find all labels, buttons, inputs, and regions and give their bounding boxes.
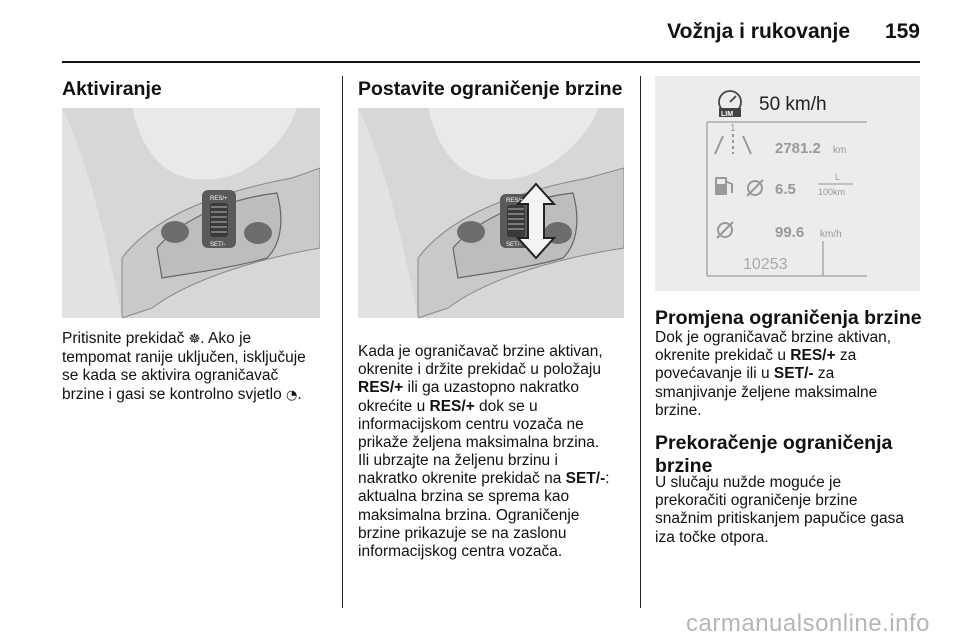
- cons-unit-top: L: [835, 172, 841, 182]
- set-minus-label-2: SET/-: [506, 242, 522, 248]
- activation-paragraph: Pritisnite prekidač ☸. Ako je tempomat ranije uključen, isključuje se kada se aktivira ograničavač brzine i gasi se kontrolno svjetlo ◔.: [62, 330, 306, 403]
- set-limit-paragraph-1: Kada je ograničavač brzine aktivan, okrenite i držite prekidač u položaju RES/+ ili ga uzastopno nakratko okrećite u RES/+ dok se u informacijskom centru vozača ne prikaže željena maksimalna brzina.: [358, 343, 603, 452]
- page-number: 159: [884, 20, 920, 43]
- steering-wheel-figure-1: [62, 108, 320, 318]
- header-title: Vožnja i rukovanje: [667, 20, 850, 43]
- heading-exceed-limit: Prekoračenje ograničenja brzine: [655, 432, 893, 477]
- header-rule: [62, 61, 920, 63]
- driver-info-display: [655, 76, 920, 291]
- watermark: carmanualsonline.info: [686, 610, 930, 637]
- speed-limiter-icon: ☸: [188, 332, 201, 347]
- heading-activation: Aktiviranje: [62, 78, 162, 100]
- steering-wheel-arrows-illustration: [358, 108, 624, 318]
- gear-number: 1: [730, 123, 736, 134]
- set-limit-paragraph-2: Ili ubrzajte na željenu brzinu i nakratko okrenite prekidač na SET/-: aktualna brzina se sprema kao maksimalna brzina. Ograničenje brzine prikazuje se na zaslonu informacijskog centra vozača.: [358, 452, 610, 561]
- heading-change-limit: Promjena ograničenja brzine: [655, 307, 922, 329]
- speed-limit-value: 50 km/h: [759, 94, 827, 115]
- res-plus-label-2: RES/+: [506, 198, 524, 204]
- display-illustration: [655, 76, 920, 291]
- avg-speed-value: 99.6: [775, 224, 805, 241]
- svg-text:LIM: LIM: [721, 111, 734, 118]
- odometer-value: 10253: [743, 256, 788, 273]
- cons-unit-bottom: 100km: [818, 187, 846, 197]
- steering-wheel-figure-2: [358, 108, 624, 318]
- column-divider-1: [342, 76, 343, 608]
- avg-speed-unit: km/h: [820, 229, 842, 240]
- trip-unit: km: [833, 145, 847, 156]
- column-divider-2: [640, 76, 641, 608]
- cruise-control-icon: ◔: [286, 387, 298, 403]
- change-limit-paragraph: Dok je ograničavač brzine aktivan, okrenite prekidač u RES/+ za povećavanje ili u SET/- za smanjivanje željene maksimalne brzine.: [655, 329, 892, 419]
- trip-value: 2781.2: [775, 140, 821, 157]
- consumption-value: 6.5: [775, 181, 796, 198]
- set-minus-label: SET/-: [210, 242, 226, 248]
- res-plus-label: RES/+: [210, 196, 228, 202]
- heading-set-limit: Postavite ograničenje brzine: [358, 78, 623, 100]
- exceed-limit-paragraph: U slučaju nužde moguće je prekoračiti ograničenje brzine snažnim pritiskanjem papučice gasa iza točke otpora.: [655, 474, 904, 546]
- steering-wheel-illustration: [62, 108, 320, 318]
